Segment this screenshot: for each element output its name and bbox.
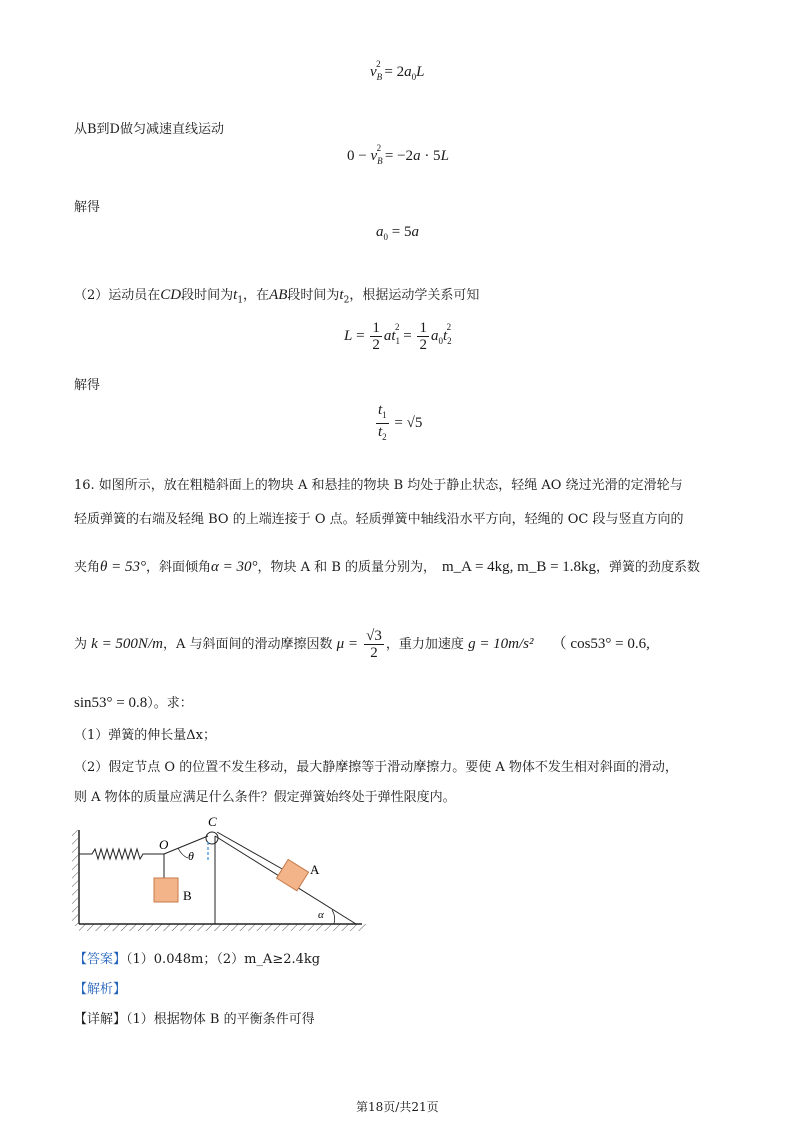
problem-line-3 [74, 556, 700, 576]
text-qiu: ）。求： [147, 696, 193, 711]
detail-tag: 【详解】 [74, 1012, 127, 1027]
text-b-to-d: 从B到D做匀减速直线运动 [74, 122, 224, 137]
label-theta: θ [188, 849, 194, 863]
block-a [277, 859, 309, 890]
wall-hatch [72, 830, 78, 926]
physics-diagram [70, 812, 370, 936]
text-part2-intro: （2）运动员在CD段时间为$t_1$，在AB段时间为$t_2$，根据运动学关系可知 [74, 287, 480, 306]
answer-text: （1）0.048m；（2）m_A≥2.4kg [126, 952, 321, 967]
label-alpha: α [318, 909, 324, 921]
detail-text: （1）根据物体 B 的平衡条件可得 [126, 1012, 315, 1027]
answer-tag: 【答案】 [74, 952, 127, 967]
problem-line-1: 16. 如图所示，放在粗糙斜面上的物块 A 和悬挂的物块 B 均处于静止状态，轻绳 AO 绕过光滑的定滑轮与 [74, 478, 683, 493]
detail-line [74, 1008, 315, 1027]
problem-line-2: 轻质弹簧的右端及轻绳 BO 的上端连接于 O 点。轻质弹簧中轴线沿水平方向，轻绳的 OC 段与竖直方向的 [74, 512, 684, 527]
text-spring-intro: ，弹簧的劲度系数 [596, 560, 701, 575]
sin-value: sin53° = 0.8 [74, 695, 148, 711]
text-angle-intro: 夹角 [74, 560, 101, 575]
label-b: B [183, 888, 192, 903]
text-friction-intro: ，A 与斜面间的滑动摩擦因数 [162, 637, 333, 652]
text-wei: 为 [74, 637, 88, 652]
equation-a0: $a_0 = 5a$ [376, 224, 419, 242]
text-incline-intro: ，斜面倾角 [146, 560, 212, 575]
label-o: O [159, 837, 169, 852]
equation-time-ratio: $\frac{t_1}{t_2}$ = √5 [378, 402, 423, 442]
problem-line-5 [74, 692, 193, 712]
rope-oc [164, 836, 208, 854]
k-value: k = 500N/m [91, 636, 163, 652]
answer-line [74, 948, 320, 967]
problem-line-4: 为 k = 500N/m，A 与斜面间的滑动摩擦因数 μ = $\frac{√3}{2}$ ，重力加速度 g = 10m/s² （ cos53° = 0.6, [74, 628, 650, 661]
page-footer: 第18页/共21页 [356, 1100, 439, 1114]
label-c: C [208, 814, 217, 829]
theta-arc [178, 848, 188, 858]
question-1: （1）弹簧的伸长量Δx； [74, 728, 216, 743]
question-2-line-2: 则 A 物体的质量应满足什么条件？假定弹簧始终处于弹性限度内。 [74, 790, 456, 805]
equation-time-relation: L = $\frac{1}{2}$ $at_1^2$ = $\frac{1}{2}$ $a_0t_2^2$ [344, 320, 452, 353]
ground-hatch [79, 924, 367, 931]
text-mass-intro: ，物块 A 和 B 的质量分别为， [257, 560, 437, 575]
mu-label: μ = [336, 636, 359, 652]
mass-value: m_A = 4kg, m_B = 1.8kg [442, 559, 597, 575]
text-gravity-intro: ，重力加速度 [385, 637, 464, 652]
rope-ca [217, 832, 284, 870]
analysis-tag: 【解析】 [74, 982, 127, 997]
spring [79, 849, 164, 859]
equation-deceleration: $0 - v_B^2 = -2a \cdot 5L$ [347, 143, 449, 166]
question-2-line-1: （2）假定节点 O 的位置不发生移动，最大静摩擦等于滑动摩擦力。要使 A 物体不发生相对斜面的滑动， [74, 760, 678, 775]
equation-vb-squared: $v_B^2 = 2a_0L$ [370, 59, 425, 82]
alpha-value: α = 30° [211, 559, 258, 575]
text-jiede-2: 解得 [74, 378, 101, 393]
block-b [154, 878, 178, 902]
label-a: A [310, 862, 320, 877]
g-value: g = 10m/s² [468, 636, 534, 652]
cos-value: （ cos53° = 0.6, [551, 636, 650, 652]
alpha-arc [332, 910, 335, 924]
theta-value: θ = 53° [100, 559, 147, 575]
text-jiede-1: 解得 [74, 200, 101, 215]
